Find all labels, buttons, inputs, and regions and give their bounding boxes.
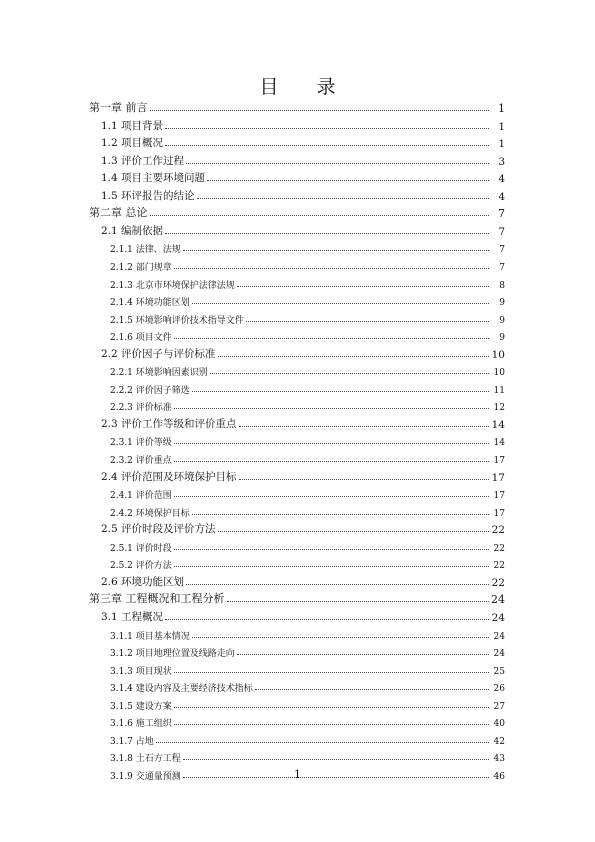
toc-entry-label: 3.1.1 项目基本情况 xyxy=(110,631,190,642)
dot-leader xyxy=(218,531,489,532)
dot-leader xyxy=(207,180,489,181)
dot-leader xyxy=(156,742,489,743)
toc-entry-page: 12 xyxy=(493,403,505,414)
dot-leader xyxy=(227,601,490,602)
toc-entry[interactable] xyxy=(101,572,505,589)
dot-leader xyxy=(150,215,490,216)
toc-entry-page: 14 xyxy=(491,418,505,431)
dot-leader xyxy=(237,654,489,655)
dot-leader xyxy=(192,514,489,515)
dot-leader xyxy=(197,198,489,199)
toc-entry-page: 26 xyxy=(493,684,505,695)
toc-entry-page: 9 xyxy=(499,333,505,344)
toc-entry-label: 1.3 评价工作过程 xyxy=(101,154,185,167)
dot-leader xyxy=(165,145,489,146)
toc-entry-label: 2.1 编制依据 xyxy=(101,224,164,237)
toc-entry[interactable] xyxy=(101,168,505,185)
toc-entry-label: 3.1.4 建设内容及主要经济技术指标 xyxy=(110,684,253,695)
toc-entry-page: 40 xyxy=(493,719,505,730)
toc-entry-page: 24 xyxy=(491,611,505,624)
toc-entry[interactable] xyxy=(110,326,505,343)
dot-leader xyxy=(174,549,489,550)
toc-entry-page: 42 xyxy=(493,736,505,747)
toc-entry-label: 2.5 评价时段及评价方法 xyxy=(101,523,216,536)
toc-entry[interactable] xyxy=(110,695,505,712)
dot-leader xyxy=(165,233,489,234)
toc-entry-page: 24 xyxy=(493,649,505,660)
toc-entry-page: 1 xyxy=(498,102,505,115)
dot-leader xyxy=(150,110,490,111)
dot-leader xyxy=(174,338,489,339)
toc-entry[interactable] xyxy=(110,502,505,519)
toc-entry[interactable] xyxy=(110,537,505,554)
toc-entry-page: 1 xyxy=(498,120,505,133)
toc-entry-label: 2.1.1 法律、法规 xyxy=(110,245,181,256)
dot-leader xyxy=(192,391,489,392)
toc-entry-label: 2.1.4 环境功能区划 xyxy=(110,298,190,309)
dot-leader xyxy=(186,584,489,585)
page-number: 1 xyxy=(294,768,301,781)
toc-entry-page: 1 xyxy=(498,138,505,151)
dot-leader xyxy=(246,321,489,322)
toc-entry-label: 第一章 前言 xyxy=(89,101,148,114)
toc-entry[interactable] xyxy=(110,431,505,448)
toc-entry-label: 2.3.1 评价等级 xyxy=(110,438,172,449)
toc-entry[interactable] xyxy=(110,291,505,308)
toc-entry-page: 24 xyxy=(491,593,505,607)
dot-leader xyxy=(192,303,489,304)
toc-entry[interactable] xyxy=(101,186,505,203)
toc-entry-page: 7 xyxy=(499,262,505,273)
toc-entry-label: 2.1.6 项目文件 xyxy=(110,333,172,344)
toc-entry-page: 24 xyxy=(493,631,505,642)
toc-entry-label: 2.5.2 评价方法 xyxy=(110,561,172,572)
dot-leader xyxy=(165,128,489,129)
toc-entry[interactable] xyxy=(110,642,505,659)
toc-entry[interactable] xyxy=(110,660,505,677)
dot-leader xyxy=(192,637,489,638)
dot-leader xyxy=(174,724,489,725)
toc-entry-page: 9 xyxy=(499,315,505,326)
toc-entry-label: 1.2 项目概况 xyxy=(101,137,164,150)
toc-entry[interactable] xyxy=(101,151,505,168)
toc-entry-page: 11 xyxy=(493,385,505,396)
dot-leader xyxy=(165,619,489,620)
dot-leader xyxy=(174,566,489,567)
toc-entry-page: 25 xyxy=(493,666,505,677)
toc-entry-label: 第二章 总论 xyxy=(89,206,148,220)
toc-entry[interactable] xyxy=(110,730,505,747)
toc-entry-label: 2.5.1 评价时段 xyxy=(110,543,172,554)
toc-title: 目 录 xyxy=(259,76,352,98)
toc-entry-label: 2.1.2 部门规章 xyxy=(110,262,172,273)
toc-entry-label: 2.2.3 评价标准 xyxy=(110,403,172,414)
toc-entry-label: 2.2.1 环境影响因素识别 xyxy=(110,368,208,379)
toc-entry[interactable] xyxy=(89,98,505,115)
toc-entry-page: 7 xyxy=(498,225,505,238)
dot-leader xyxy=(186,163,489,164)
toc-entry[interactable] xyxy=(110,625,505,642)
toc-entry-page: 3 xyxy=(498,155,505,168)
toc-entry-label: 3.1 工程概况 xyxy=(101,610,164,623)
dot-leader xyxy=(174,496,489,497)
dot-leader xyxy=(174,461,489,462)
dot-leader xyxy=(218,356,489,357)
toc-entry[interactable] xyxy=(110,677,505,694)
toc-entry-page: 22 xyxy=(491,576,505,589)
toc-entry[interactable] xyxy=(110,449,505,466)
toc-entry-label: 3.1.5 建设方案 xyxy=(110,701,172,712)
toc-entry-label: 2.4 评价范围及环境保护目标 xyxy=(101,470,237,483)
toc-entry-label: 1.1 项目背景 xyxy=(101,119,164,132)
toc-entry-label: 2.6 环境功能区划 xyxy=(101,575,185,588)
toc-entry-label: 2.3 评价工作等级和评价重点 xyxy=(101,417,237,430)
toc-entry-page: 22 xyxy=(491,524,505,537)
dot-leader xyxy=(255,689,489,690)
toc-entry-page: 7 xyxy=(498,207,505,221)
dot-leader xyxy=(174,672,489,673)
toc-entry-page: 8 xyxy=(499,280,505,291)
dot-leader xyxy=(174,443,489,444)
toc-entry-label: 2.1.3 北京市环境保护法律法规 xyxy=(110,280,235,291)
dot-leader xyxy=(239,426,489,427)
dot-leader xyxy=(183,759,489,760)
toc-entry-label: 3.1.2 项目地理位置及线路走向 xyxy=(110,649,235,660)
toc-entry-label: 1.5 环评报告的结论 xyxy=(101,189,195,202)
toc-entry[interactable] xyxy=(110,712,505,729)
toc-entry[interactable] xyxy=(110,747,505,764)
toc-entry-label: 3.1.6 施工组织 xyxy=(110,719,172,730)
toc-entry-label: 3.1.8 土石方工程 xyxy=(110,754,181,765)
dot-leader xyxy=(237,286,489,287)
toc-entry[interactable] xyxy=(101,221,505,238)
toc-entry-page: 22 xyxy=(493,561,505,572)
toc-entry-page: 22 xyxy=(493,543,505,554)
toc-entry[interactable] xyxy=(101,607,505,624)
toc-entry-label: 第三章 工程概况和工程分析 xyxy=(89,592,225,606)
toc-entry-page: 17 xyxy=(493,491,505,502)
toc-entry-label: 2.3.2 评价重点 xyxy=(110,456,172,466)
toc-entry-label: 3.1.3 项目现状 xyxy=(110,666,172,677)
toc-entry-page: 9 xyxy=(499,298,505,309)
toc-entry-page: 4 xyxy=(498,173,505,186)
dot-leader xyxy=(239,479,489,480)
toc-entry-label: 2.4.2 环境保护目标 xyxy=(110,508,190,519)
dot-leader xyxy=(174,268,489,269)
toc-entry-label: 2.2 评价因子与评价标准 xyxy=(101,347,216,360)
toc-entry[interactable] xyxy=(110,274,505,291)
toc-entry-page: 43 xyxy=(493,754,505,765)
toc-entry[interactable] xyxy=(110,238,505,255)
toc-entry-page: 27 xyxy=(493,701,505,712)
toc-entry-page: 46 xyxy=(493,771,505,782)
toc-entry-label: 3.1.9 交通量预测 xyxy=(110,771,181,782)
toc-entry-label: 2.2.2 评价因子筛选 xyxy=(110,385,190,396)
toc-entry[interactable] xyxy=(110,379,505,396)
toc-entry[interactable] xyxy=(110,361,505,378)
toc-entry[interactable] xyxy=(89,203,505,220)
toc-entry[interactable] xyxy=(101,519,505,536)
toc-entry[interactable] xyxy=(110,396,505,413)
toc-entry-page: 17 xyxy=(493,456,505,466)
toc-entry[interactable] xyxy=(89,589,505,606)
dot-leader xyxy=(210,373,489,374)
dot-leader xyxy=(183,250,489,251)
toc-entry-label: 2.1.5 环境影响评价技术指导文件 xyxy=(110,315,244,326)
dot-leader xyxy=(174,707,489,708)
toc-entry-label: 3.1.7 占地 xyxy=(110,736,154,747)
toc-entry-page: 4 xyxy=(498,190,505,203)
toc-entry-page: 7 xyxy=(499,245,505,256)
toc-entry[interactable] xyxy=(101,116,505,133)
toc-entry[interactable] xyxy=(101,467,505,484)
toc-entry-page: 17 xyxy=(493,508,505,519)
toc-entry-page: 10 xyxy=(493,368,505,379)
toc-entry-label: 1.4 项目主要环境问题 xyxy=(101,172,206,185)
toc-entry[interactable] xyxy=(101,344,505,361)
toc-entry-page: 10 xyxy=(491,348,505,361)
toc-entry[interactable] xyxy=(101,414,505,431)
toc-entry[interactable] xyxy=(110,256,505,273)
toc-entry[interactable] xyxy=(101,133,505,150)
dot-leader xyxy=(174,408,489,409)
toc-entry-page: 14 xyxy=(493,438,505,449)
toc-entry-page: 17 xyxy=(491,471,505,484)
toc-entry[interactable] xyxy=(110,554,505,571)
toc-entry[interactable] xyxy=(110,484,505,501)
toc-entry[interactable] xyxy=(110,309,505,326)
toc-entry-label: 2.4.1 评价范围 xyxy=(110,491,172,502)
